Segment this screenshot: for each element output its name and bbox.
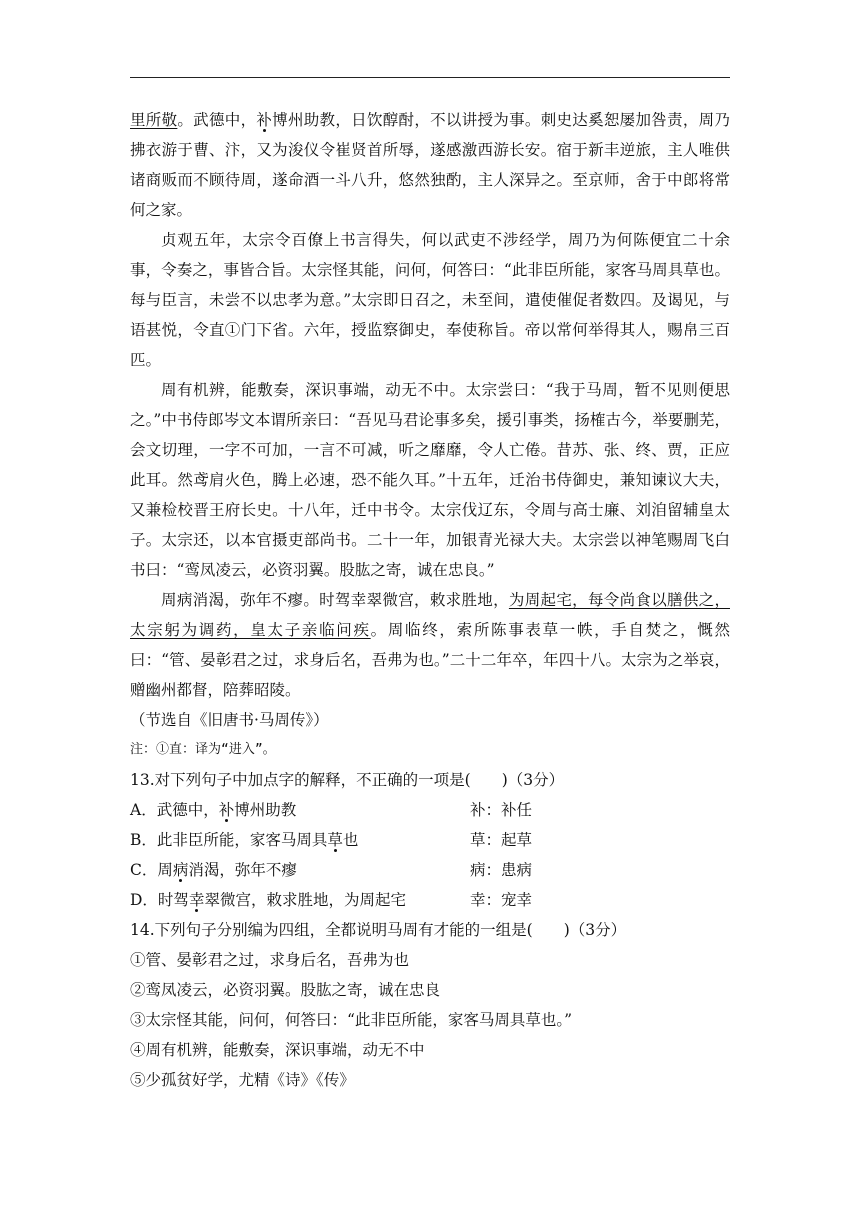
question-14-stem: 14.下列句子分别编为四组，全都说明马周有才能的一组是( )（3分） (130, 921, 627, 939)
option-gloss: 幸：宠幸 (470, 891, 533, 909)
source-citation: （节选自《旧唐书·马周传》） (130, 711, 329, 729)
header-rule (130, 77, 730, 78)
question-14-item: ⑤少孤贫好学，尤精《诗》《传》 (130, 1071, 355, 1089)
option-b: B．此非臣所能，家客马周具草也 草：起草 (130, 825, 730, 855)
underlined-sentence: 为周起宅，每令尚食以膳供之，太宗躬为调药，皇太子亲临问疾 (130, 591, 730, 639)
footnote: 注：①直：译为“进入”。 (130, 742, 276, 757)
paragraph-4: 周病消渴，弥年不瘳。时驾幸翠微宫，敕求胜地，为周起宅，每令尚食以膳供之，太宗躬为调药，皇太子亲临问疾。周临终，索所陈事表草一帙，手自焚之，慨然曰：“管、晏彰君之过，求身后名，吾弗为也。”二十二年卒，年四十八。太宗为之举哀，赠幽州都督，陪葬昭陵。 (130, 591, 730, 699)
dotted-character: 草 (327, 831, 343, 849)
question-14-item: ④周有机辨，能敷奏，深识事端，动无不中 (130, 1041, 425, 1059)
paragraph-3: 周有机辨，能敷奏，深识事端，动无不中。太宗尝曰：“我于马周，暂不见则便思之。”中书侍郎岑文本谓所亲曰：“吾见马君论事多矣，援引事类，扬榷古今，举要删芜，会文切理，一字不可加，一言不可减，听之靡靡，令人亡倦。昔苏、张、终、贾，正应此耳。然鸢肩火色，腾上必速，恐不能久耳。”十五年，迁治书侍御史，兼知谏议大夫，又兼检校晋王府长史。十八年，迁中书令。太宗伐辽东，令周与高士廉、刘洎留辅皇太子。太宗还，以本官摄吏部尚书。二十一年，加银青光禄大夫。太宗尝以神笔赐周飞白书曰：“鸾凤凌云，必资羽翼。股肱之寄，诚在忠良。” (130, 381, 730, 579)
dotted-character: 病 (172, 861, 189, 879)
dotted-character: 补 (218, 801, 235, 819)
question-14-item: ③太宗怪其能，问何，何答曰：“此非臣所能，家客马周具草也。” (130, 1011, 573, 1029)
question-13-stem: 13.对下列句子中加点字的解释，不正确的一项是( )（3分） (130, 771, 565, 789)
paragraph-2: 贞观五年，太宗令百僚上书言得失，何以武吏不涉经学，周乃为何陈便宜二十余事，令奏之，事皆合旨。太宗怪其能，问何，何答曰：“此非臣所能，家客马周具草也。每与臣言，未尝不以忠孝为意。”太宗即日召之，未至间，遣使催促者数四。及谒见，与语甚悦，令直①门下省。六年，授监察御史，奉使称旨。帝以常何举得其人，赐帛三百匹。 (130, 231, 730, 369)
option-gloss: 病：患病 (470, 861, 533, 879)
document-body (130, 105, 730, 1095)
question-14-item: ②鸾凤凌云，必资羽翼。股肱之寄，诚在忠良 (130, 981, 441, 999)
option-d: D．时驾幸翠微宫，敕求胜地，为周起宅 幸：宠幸 (130, 885, 730, 915)
option-a: A．武德中，补博州助教 补：补任 (130, 795, 730, 825)
dotted-character: 补 (256, 111, 273, 129)
dotted-character: 幸 (188, 891, 205, 909)
option-gloss: 草：起草 (470, 831, 533, 849)
option-gloss: 补：补任 (470, 801, 533, 819)
paragraph-1: 里所敬。武德中，补博州助教，日饮醇酎，不以讲授为事。刺史达奚恕屡加咎责，周乃拂衣游于曹、汴，又为浚仪令崔贤首所辱，遂感激西游长安。宿于新丰逆旅，主人唯供诸商贩而不顾待周，遂命酒一斗八升，悠然独酌，主人深异之。至京师，舍于中郎将常何之家。 (130, 111, 730, 219)
underlined-phrase: 里所敬 (130, 111, 178, 129)
option-c: C．周病消渴，弥年不瘳 病：患病 (130, 855, 730, 885)
question-14-item: ①管、晏彰君之过，求身后名，吾弗为也 (130, 951, 410, 969)
